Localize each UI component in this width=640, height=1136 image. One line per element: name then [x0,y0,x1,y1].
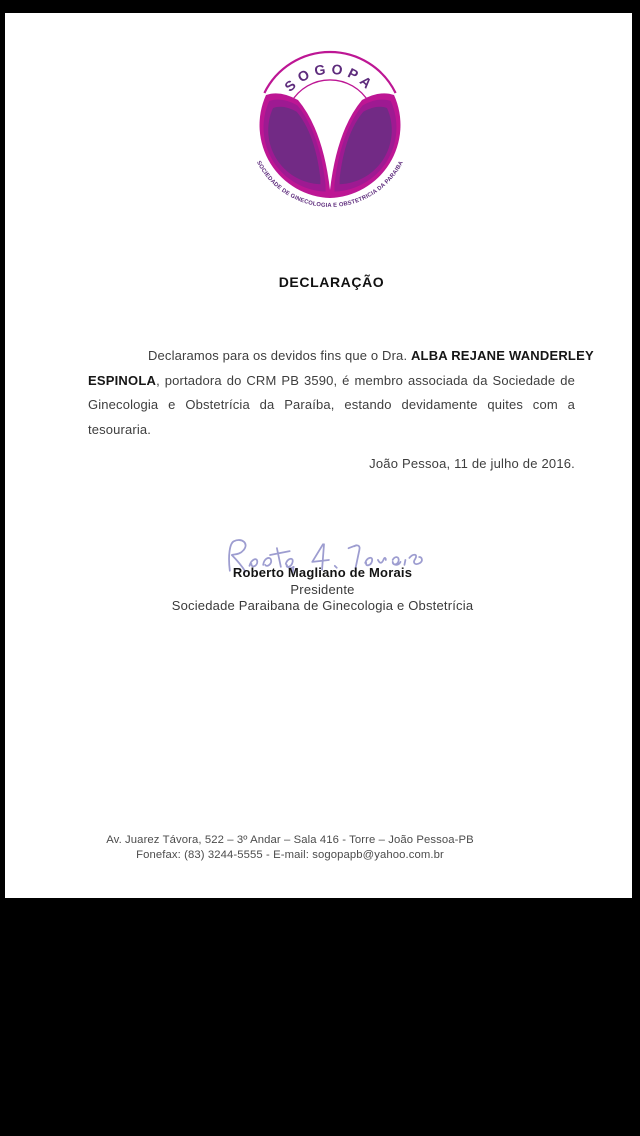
paragraph-line [88,418,575,443]
footer-contact: Fonefax: (83) 3244-5555 - E-mail: sogopapb@yahoo.com.br [136,849,444,861]
page-footer [5,833,575,863]
paragraph-text: Ginecologia e Obstetrícia da Paraíba, estando devidamente quites com a [88,397,575,413]
footer-address: Av. Juarez Távora, 522 – 3º Andar – Sala 416 - Torre – João Pessoa-PB [106,834,474,846]
logo-bottom-arc-text: SOCIEDADE DE GINECOLOGIA E OBSTETRICIA DA PARAIBA [255,160,405,209]
paragraph-line [88,344,594,369]
signer-organization: Sociedade Paraibana de Ginecologia e Obstetrícia [171,598,474,613]
signature-block [79,565,566,615]
sogopa-logo [235,45,425,220]
document-title: DECLARAÇÃO [278,274,385,290]
paragraph-text: , portadora do CRM PB 3590, é membro associada da Sociedade de [156,372,575,388]
signer-name: Roberto Magliano de Morais [232,565,413,580]
member-name-part1: ALBA REJANE WANDERLEY [410,348,594,363]
paragraph-line [88,369,575,394]
member-name-part2: ESPINOLA [88,372,157,388]
paragraph-text: Declaramos para os devidos fins que o Dra. [148,348,408,363]
paragraph-line [88,393,575,418]
signer-role: Presidente [290,581,355,597]
sogopa-logo-graphic [235,45,425,220]
date-line: João Pessoa, 11 de julho de 2016. [369,456,575,471]
document-page [5,13,632,898]
logo-top-arc-text: SOGOPA [281,60,379,95]
declaration-paragraph [88,344,594,442]
paragraph-text: tesouraria. [88,421,152,437]
